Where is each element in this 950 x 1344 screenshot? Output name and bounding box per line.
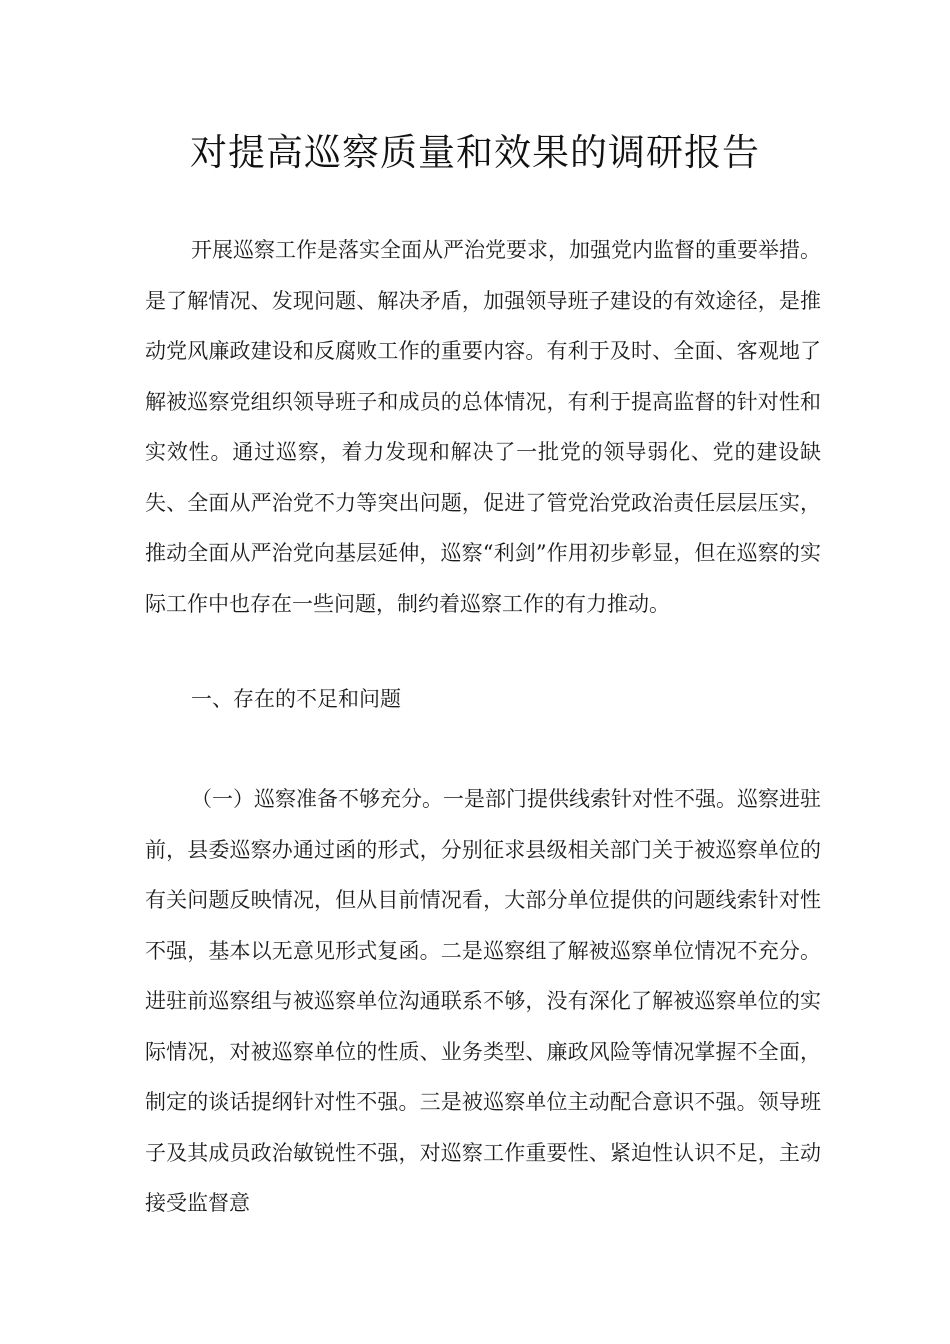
body-paragraph: （一）巡察准备不够充分。一是部门提供线索针对性不强。巡察进驻前，县委巡察办通过函的形式，分别征求县级相关部门关于被巡察单位的有关问题反映情况，但从目前情况看，大部分单位提供的问题线索针对性不强，基本以无意见形式复函。二是巡察组了解被巡察单位情况不充分。进驻前巡察组与被巡察单位沟通联系不够，没有深化了解被巡察单位的实际情况，对被巡察单位的性质、业务类型、廉政风险等情况掌握不全面，制定的谈话提纲针对性不强。三是被巡察单位主动配合意识不强。领导班子及其成员政治敏锐性不强，对巡察工作重要性、紧迫性认识不足，主动接受监督意 [145, 787, 821, 1215]
document-title: 对提高巡察质量和效果的调研报告 [190, 131, 760, 174]
intro-paragraph: 开展巡察工作是落实全面从严治党要求，加强党内监督的重要举措。是了解情况、发现问题、解决矛盾，加强领导班子建设的有效途径，是推动党风廉政建设和反腐败工作的重要内容。有利于及时、全面、客观地了解被巡察党组织领导班子和成员的总体情况，有利于提高监督的针对性和实效性。通过巡察，着力发现和解决了一批党的领导弱化、党的建设缺失、全面从严治党不力等突出问题，促进了管党治党政治责任层层压实，推动全面从严治党向基层延伸，巡察“利剑”作用初步彰显，但在巡察的实际工作中也存在一些问题，制约着巡察工作的有力推动。 [145, 238, 821, 616]
section-heading: 一、存在的不足和问题 [191, 687, 401, 711]
